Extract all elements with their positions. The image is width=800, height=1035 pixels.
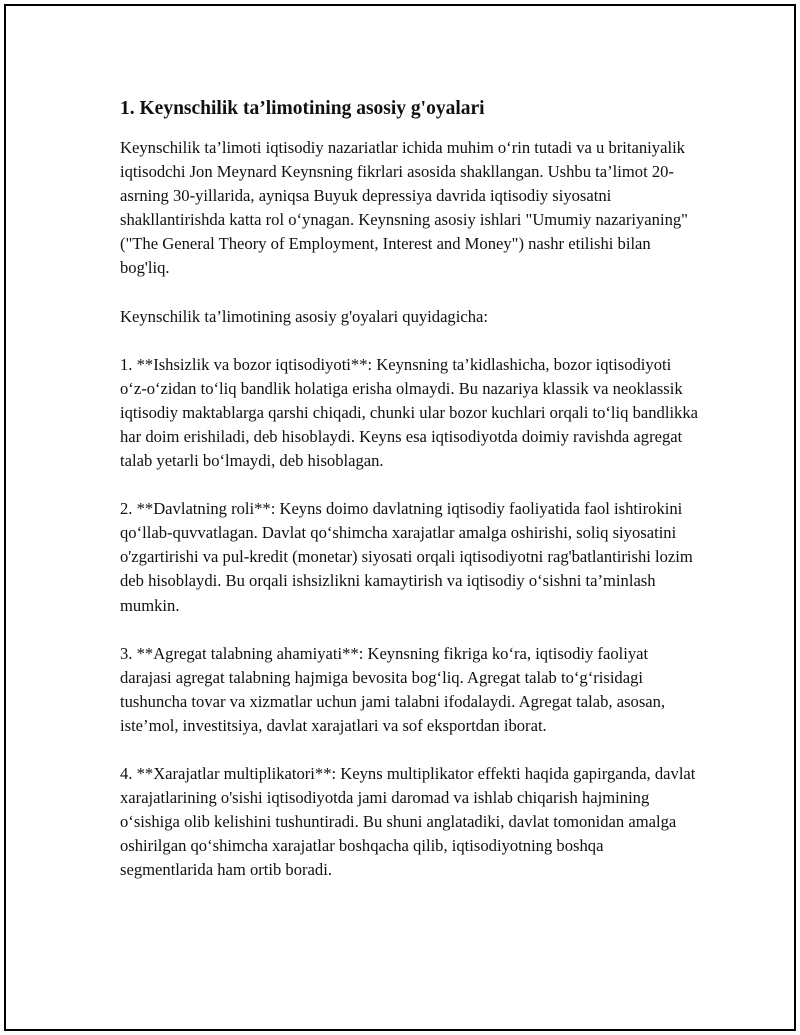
intro-paragraph: Keynschilik ta’limoti iqtisodiy nazariatlar ichida muhim o‘rin tutadi va u britaniyalik iqtisodchi Jon Meynard Keynsning fikrlari asosida shakllangan. Ushbu ta’limot 20-asrning 30-yillarida, ayniqsa Buyuk depressiya davrida iqtisodiy siyosatni shakllantirishda katta rol o‘ynagan. Keynsning asosiy ishlari "Umumiy nazariyaning" ("The General Theory of Employment, Interest and Money") nashr etilishi bilan bog'liq.: [120, 138, 688, 278]
document-content: [120, 96, 700, 906]
point-3-paragraph: 3. **Agregat talabning ahamiyati**: Keynsning fikriga ko‘ra, iqtisodiy faoliyat darajasi agregat talabning hajmiga bevosita bog‘liq. Agregat talab to‘g‘risidagi tushuncha tovar va xizmatlar uchun jami talabni ifodalaydi. Agregat talab, asosan, iste’mol, investitsiya, davlat xarajatlari va sof eksportdan iborat.: [120, 643, 666, 735]
point-1-paragraph: 1. **Ishsizlik va bozor iqtisodiyoti**: Keynsning ta’kidlashicha, bozor iqtisodiyoti o‘z-o‘zidan to‘liq bandlik holatiga erisha olmaydi. Bu nazariya klassik va neoklassik iqtisodiy maktablarga qarshi chiqadi, chunki ular bozor kuchlari orqali to‘liq bandlikka har doim erishiladi, deb hisoblaydi. Keyns esa iqtisodiyotda doimiy ravishda agregat talab yetarli bo‘lmaydi, deb hisoblagan.: [120, 354, 699, 471]
list-intro-paragraph: Keynschilik ta’limotining asosiy g'oyalari quyidagicha:: [120, 306, 488, 326]
point-4-paragraph: 4. **Xarajatlar multiplikatori**: Keyns multiplikator effekti haqida gapirganda, davlat xarajatlarining o'sishi iqtisodiyotda jami daromad va ishlab chiqarish hajmining o‘sishiga olib kelishini tushuntiradi. Bu shuni anglatadiki, davlat tomonidan amalga oshirilgan qo‘shimcha xarajatlar boshqacha qilib, iqtisodiyotning boshqa segmentlarida ham ortib boradi.: [120, 763, 696, 880]
document-page: [4, 4, 796, 1031]
point-2-paragraph: 2. **Davlatning roli**: Keyns doimo davlatning iqtisodiy faoliyatida faol ishtirokini qo‘llab-quvvatlagan. Davlat qo‘shimcha xarajatlar amalga oshirishi, soliq siyosatini o'zgartirishi va pul-kredit (monetar) siyosati orqali iqtisodiyotni rag'batlantirishi lozim deb hisoblaydi. Bu orqali ishsizlikni kamaytirish va iqtisodiy o‘sishni ta’minlash mumkin.: [120, 499, 693, 615]
section-heading: 1. Keynschilik ta’limotining asosiy g'oyalari: [120, 98, 485, 119]
